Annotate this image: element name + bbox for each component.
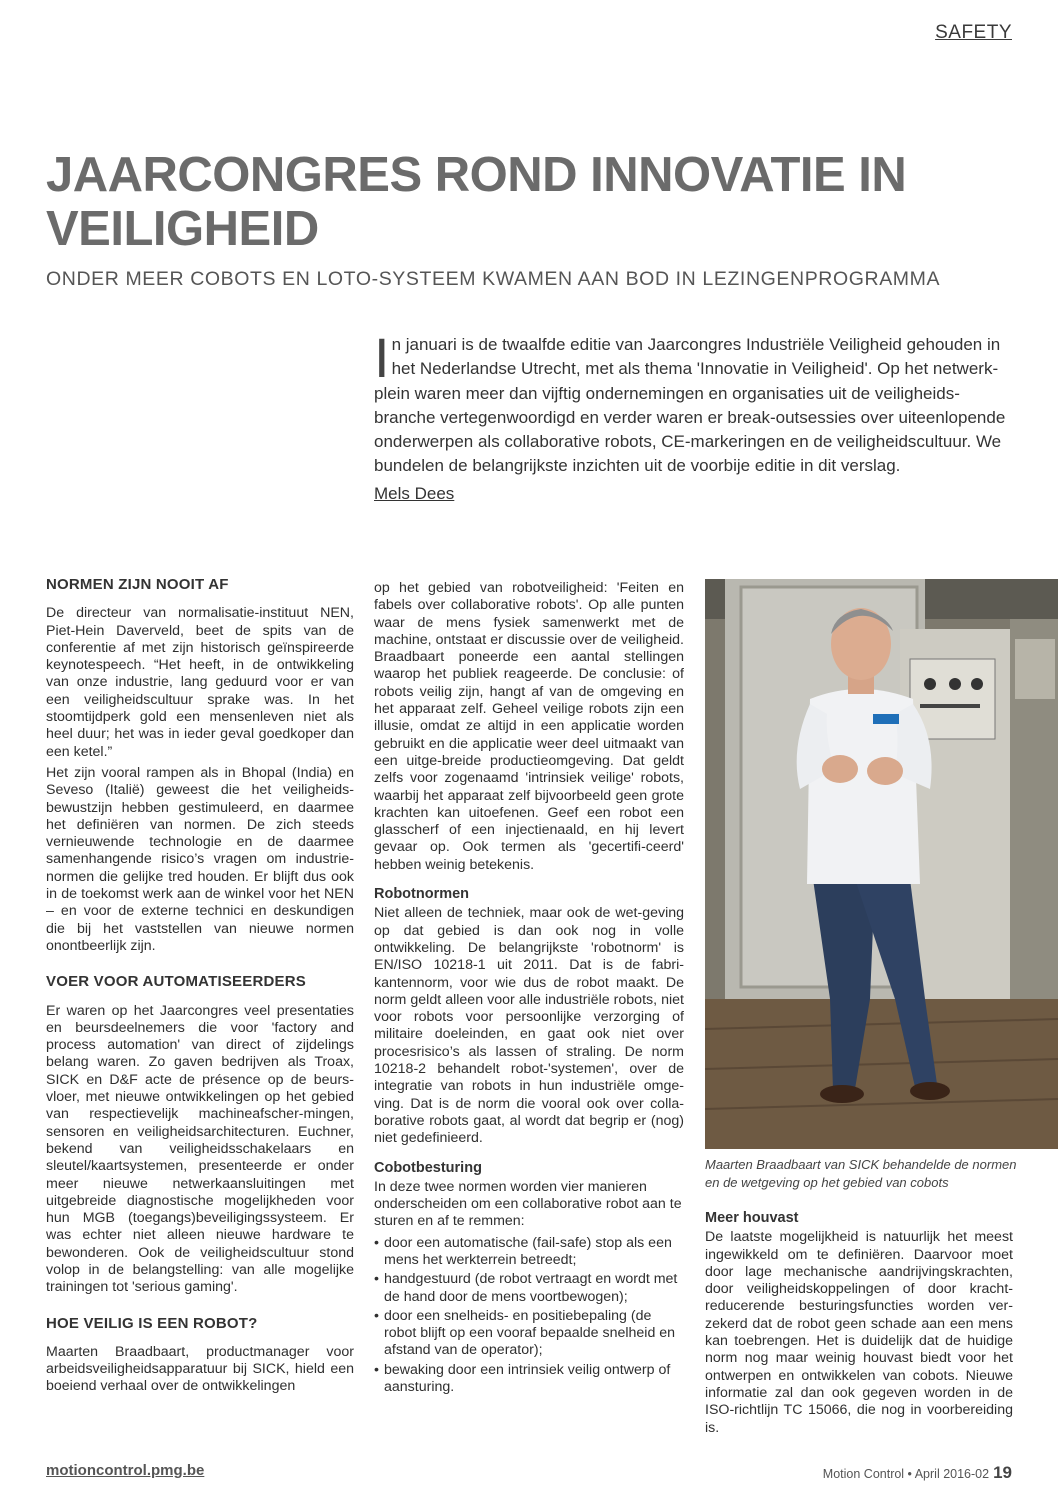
article-subtitle: ONDER MEER COBOTS EN LOTO-SYSTEEM KWAMEN AAN BOD IN LEZINGENPROGRAMMA (46, 268, 941, 290)
issue-info: Motion Control • April 2016-02 (822, 1467, 990, 1481)
heading-hoe-veilig: HOE VEILIG IS EEN ROBOT? (46, 1314, 258, 1332)
column-1 (46, 576, 354, 1400)
column-2 (374, 580, 684, 1398)
photo-caption: Maarten Braadbaart van SICK behandelde de normen en de wetgeving op het gebied van cobots (705, 1157, 1017, 1190)
paragraph: De directeur van normalisatie-instituut NEN, Piet-Hein Daverveld, beet de spits van de conferentie af met zijn historisch geïnspireerde keynotespeech. “Het heeft, in de ontwikkeling van onze industrie, lang geduurd voor er van een veiligheidscultuur sprake was. In het stoomtijdperk gold een mensenleven niet als heel duur; het was in ieder geval goedkoper dan een ketel.” (46, 605, 354, 760)
speaker-photo-illustration (705, 579, 1058, 1149)
paragraph: Er waren op het Jaarcongres veel presentaties en beursdeelnemers die voor 'factory and process automation' van direct of zijdelings belang waren. Zo gaven bedrijven als Troax, SICK en D&F acte de présence op de beurs-vloer, met nieuwe ontwikkelingen op het gebied van respectievelijk machineafscher-mingen, sensoren en veiligheidsarchitecturen. Euchner, bekend van veiligheidsschakelaars en sleutel/kaartsystemen, presenteerde er onder meer nieuwe netwerkaansluitingen met uitgebreide diagnostische mogelijkheden voor hun MGB (toegangs)beveiligingssysteem. Er was echter niet alleen nieuwe hardware te bewonderen. Ook de veiligheidscultuur stond volop in de belangstelling: van alle mogelijke trainingen tot 'serious gaming'. (46, 1002, 354, 1296)
paragraph: De laatste mogelijkheid is natuurlijk het meest ingewikkeld om te definiëren. Daarvoor moet door lage mechanische aandrijvingskrachten, door veiligheidskoppelingen of door kracht-reducerende besturingsfuncties worden ver-zekerd dat de robot geen schade aan een mens kan toebrengen. Het is duidelijk dat de huidige norm nog maar weinig houvast biedt voor het ontwerpen en ontwikkelen van cobots. Nieuwe informatie zal dan ook gegeven worden in de ISO-richtlijn TC 15066, die nog in voorbereiding is. (705, 1229, 1013, 1436)
paragraph: Maarten Braadbaart, productmanager voor arbeidsveiligheidsapparatuur bij SICK, hield een boeiend verhaal over de ontwikkelingen (46, 1343, 354, 1395)
intro-dropcap: I (374, 326, 390, 389)
list-item: • door een snelheids- en positiebepaling (de robot blijft op een vooraf bepaalde snelheid en afstand van de operator); (374, 1308, 684, 1360)
list-item: • handgestuurd (de robot vertraagt en wordt met de hand door de mens voortbewogen); (374, 1271, 684, 1306)
column-3 (705, 1210, 1013, 1441)
heading-cobotbesturing: Cobotbesturing (374, 1159, 482, 1176)
heading-normen: NORMEN ZIJN NOOIT AF (46, 576, 229, 593)
heading-automatiseerders: VOER VOOR AUTOMATISEERDERS (46, 973, 306, 991)
speaker-photo (705, 579, 1058, 1149)
section-tag[interactable]: SAFETY (935, 22, 1012, 43)
author-link[interactable]: Mels Dees (374, 484, 455, 503)
intro-text: n januari is de twaalfde editie van Jaarcongres Industriële Veiligheid gehouden in het Nederlandse Utrecht, met als thema 'Innovatie in Veiligheid'. Op het netwerk-plein waren meer dan vijftig ondernemingen en organisaties uit de veiligheids-branche vertegenwoordigd en verder waren er break-outsessies over uiteenlopende onderwerpen als collaborative robots, CE-markeringen en de veiligheidscultuur. We bundelen de belangrijkste inzichten uit de voorbije editie in dit verslag. (374, 335, 1006, 476)
paragraph: Het zijn vooral rampen als in Bhopal (India) en Seveso (Italië) geweest die het veiligheids-bewustzijn hebben gestimuleerd, en daarmee het definiëren van normen. De zich steeds vernieuwende technologie en de daarmee samenhangende risico’s vragen om industrie-normen die gelijke tred houden. Er blijft dus ook in de toekomst werk aan de winkel voor het NEN – en voor de externe technici en deskundigen die bij het vaststellen van nieuwe normen onontbeerlijk zijn. (46, 764, 354, 954)
list-item: • door een automatische (fail-safe) stop als een mens het werkterrein betreedt; (374, 1235, 684, 1270)
heading-robotnormen: Robotnormen (374, 886, 470, 903)
bullet-list (374, 1235, 684, 1397)
article-intro (374, 326, 1010, 479)
paragraph: Niet alleen de techniek, maar ook de wet-geving op dat gebied is dan ook nog in volle ontwikkeling. De belangrijkste 'robotnorm' is EN/ISO 10218-1 uit 2011. Dat is de fabri-kantennorm, voor wie dus de robot maakt. De norm geldt alleen voor alle industriële robots, niet voor robots voor persoonlijke verzorging of militaire doeleinden, en gaat ook niet over procesrisico’s als lassen of straling. De norm 10218-2 behandelt robot-'systemen', over de integratie van robots in hun industriële omge-ving. Dat is de norm die vooral ook over colla-borative robots gaat, al wordt dat begrip er (nog) niet gedefinieerd. (374, 905, 684, 1147)
page-footer (823, 1463, 1012, 1483)
heading-meer-houvast: Meer houvast (705, 1210, 799, 1226)
paragraph: In deze twee normen worden vier manieren onderscheiden om een collaborative robot aan te sturen en af te remmen: (374, 1178, 682, 1230)
paragraph: op het gebied van robotveiligheid: 'Feiten en fabels over collaborative robots'. Op alle punten waar de mens fysiek samenwerkt met de machine, ontstaat er discussie over de veiligheid. Braadbaart poneerde een aantal stellingen waarop het publiek reageerde. De conclusie: of robots veilig zijn, hangt af van de omgeving en het apparaat zelf. Geheel veilige robots zijn een illusie, omdat ze altijd in een applicatie worden gebruikt en die applicatie weer deel uitmaakt van een uitge-breide productieomgeving. Dat geldt zelfs voor zogenaamd 'intrinsiek veilige' robots, waarbij het apparaat zelf bijvoorbeeld geen grote krachten kan uitoefenen. Geef een robot een glasscherf of een injectienaald, en hij levert gevaar op. Ook termen als 'gecertifi-ceerd' hebben weinig betekenis. (374, 580, 684, 873)
page-number: 19 (993, 1463, 1012, 1482)
list-item: • bewaking door een intrinsiek veilig ontwerp of aansturing. (374, 1362, 684, 1397)
website-link[interactable]: motioncontrol.pmg.be (46, 1462, 205, 1479)
article-title: JAARCONGRES ROND INNOVATIE IN VEILIGHEID (46, 148, 907, 256)
